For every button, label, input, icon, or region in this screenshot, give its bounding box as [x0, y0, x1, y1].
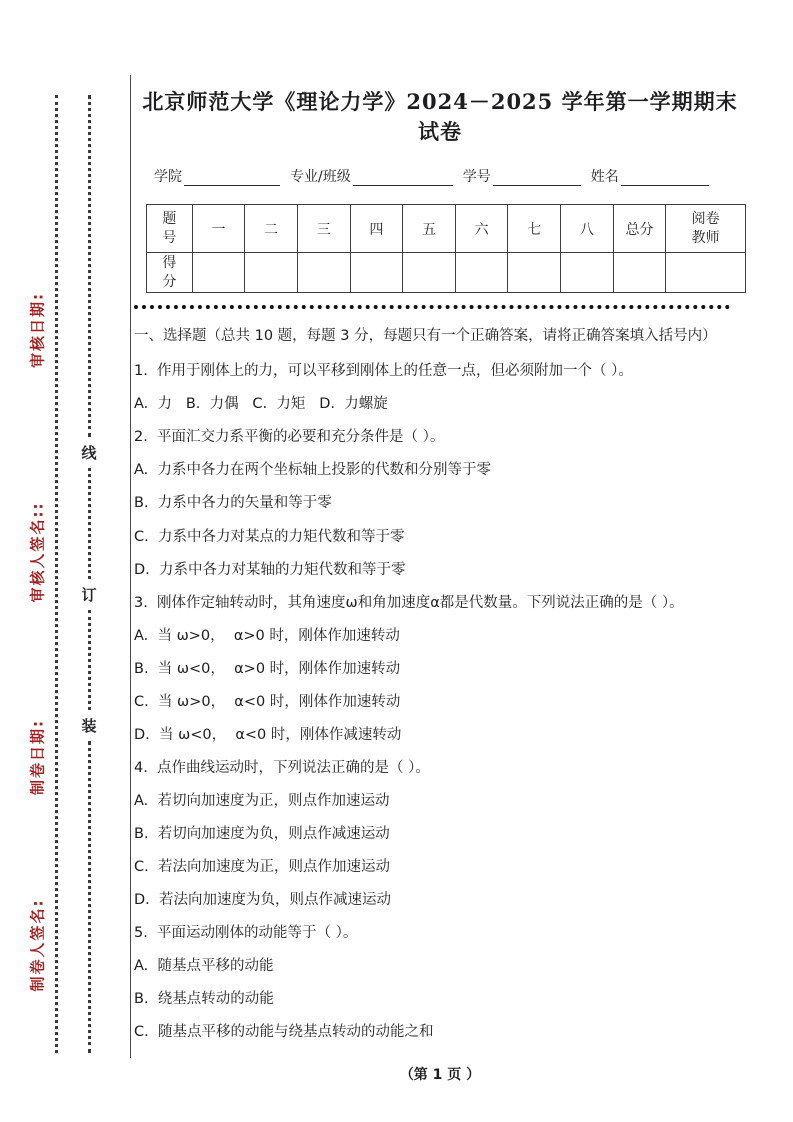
field-label-student-id: 学号 [462, 169, 491, 185]
question-4-option-a: A. 若切向加速度为正，则点作加速运动 [134, 793, 390, 809]
score-cell-7 [508, 253, 561, 293]
page-title: 北京师范大学《理论力学》2024－2025 学年第一学期期末试卷 [142, 89, 738, 144]
score-cell-3 [297, 253, 350, 293]
field-label-college: 学院 [154, 169, 182, 185]
question-1-options: A. 力 B. 力偶 C. 力矩 D. 力螺旋 [134, 396, 388, 413]
student-id-blank-field [493, 169, 581, 186]
margin-label-papermaker-signature: 制卷人签名: [28, 898, 47, 992]
field-label-major-class: 专业/班级 [290, 169, 351, 185]
score-table-col-5: 五 [403, 205, 456, 253]
binding-char-bind: 装 [81, 717, 97, 736]
margin-label-review-date: 审核日期: [28, 292, 47, 368]
dotted-segment [88, 95, 91, 437]
college-blank-field [184, 169, 280, 186]
score-cell-4 [350, 253, 403, 293]
question-4-option-d: D. 若法向加速度为负，则点作减速运动 [134, 892, 391, 909]
page-number-footer: （第 1 页 ） [399, 1067, 481, 1083]
question-4-stem: 4. 点作曲线运动时，下列说法正确的是（ ）。 [134, 759, 430, 776]
content-left-border [130, 75, 131, 1058]
score-table [146, 204, 746, 293]
dotted-separator [134, 305, 730, 309]
binding-dotted-line-outer [55, 95, 58, 1053]
score-cell-1 [192, 253, 245, 293]
dotted-segment [88, 741, 91, 1053]
name-blank-field [621, 169, 709, 186]
score-cell-total [613, 253, 666, 293]
exam-content [134, 80, 746, 1057]
student-info-row [154, 166, 742, 186]
score-table-score-label: 得分 [147, 253, 193, 293]
question-5-option-b: B. 绕基点转动的动能 [134, 991, 274, 1008]
score-table-col-4: 四 [350, 205, 403, 253]
question-2-option-b: B. 力系中各力的矢量和等于零 [134, 495, 332, 512]
major-class-blank-field [353, 169, 453, 186]
score-cell-2 [245, 253, 298, 293]
score-cell-5 [403, 253, 456, 293]
question-1-stem: 1. 作用于刚体上的力，可以平移到刚体上的任意一点，但必须附加一个（ ）。 [134, 363, 633, 380]
question-3-option-b: B. 当 ω<0， α>0 时，刚体作加速转动 [134, 660, 401, 677]
field-label-name: 姓名 [590, 169, 619, 185]
margin-label-reviewer-signature: 审核人签名:: [28, 501, 47, 603]
score-table-col-3: 三 [297, 205, 350, 253]
question-2-option-c: C. 力系中各力对某点的力矩代数和等于零 [134, 528, 405, 545]
question-5-option-c: C. 随基点平移的动能与绕基点转动的动能之和 [134, 1024, 434, 1041]
score-cell-grader [666, 253, 746, 293]
score-table-col-6: 六 [455, 205, 508, 253]
binding-char-staple: 订 [81, 585, 97, 604]
question-3-option-d: D. 当 ω<0， α<0 时，刚体作减速转动 [134, 726, 402, 743]
score-table-col-8: 八 [561, 205, 614, 253]
score-cell-6 [455, 253, 508, 293]
question-3-option-a: A. 当 ω>0， α>0 时，刚体作加速转动 [134, 627, 400, 644]
score-table-col-2: 二 [245, 205, 298, 253]
question-5-stem: 5. 平面运动刚体的动能等于（ ）。 [134, 925, 358, 942]
dotted-segment [88, 610, 91, 711]
question-2-option-d: D. 力系中各力对某轴的力矩代数和等于零 [134, 561, 406, 578]
score-table-question-number-label: 题号 [147, 205, 193, 253]
score-table-score-row [147, 253, 746, 293]
question-3-option-c: C. 当 ω>0， α<0 时，刚体作加速转动 [134, 693, 401, 710]
binding-dotted-line-inner [79, 95, 99, 1053]
score-table-header-row [147, 205, 746, 253]
question-5-option-a: A. 随基点平移的动能 [134, 958, 274, 975]
margin-label-papermaking-date: 制卷日期: [28, 719, 47, 795]
question-2-option-a: A. 力系中各力在两个坐标轴上投影的代数和分别等于零 [134, 462, 491, 479]
score-table-col-total: 总分 [613, 205, 666, 253]
question-2-stem: 2. 平面汇交力系平衡的必要和充分条件是（ ）。 [134, 429, 445, 446]
score-table-col-grader: 阅卷教师 [666, 205, 746, 253]
score-cell-8 [561, 253, 614, 293]
question-4-option-c: C. 若法向加速度为正，则点作加速运动 [134, 859, 390, 876]
binding-char-line: 线 [81, 443, 97, 462]
question-3-stem: 3. 刚体作定轴转动时，其角速度ω和角加速度α都是代数量。下列说法正确的是（ ）。 [134, 594, 684, 611]
dotted-segment [88, 468, 91, 579]
score-table-col-1: 一 [192, 205, 245, 253]
score-table-col-7: 七 [508, 205, 561, 253]
section-heading: 一、选择题（总共 10 题，每题 3 分，每题只有一个正确答案，请将正确答案填入括号内） [134, 328, 717, 344]
question-4-option-b: B. 若切向加速度为负，则点作减速运动 [134, 826, 390, 843]
